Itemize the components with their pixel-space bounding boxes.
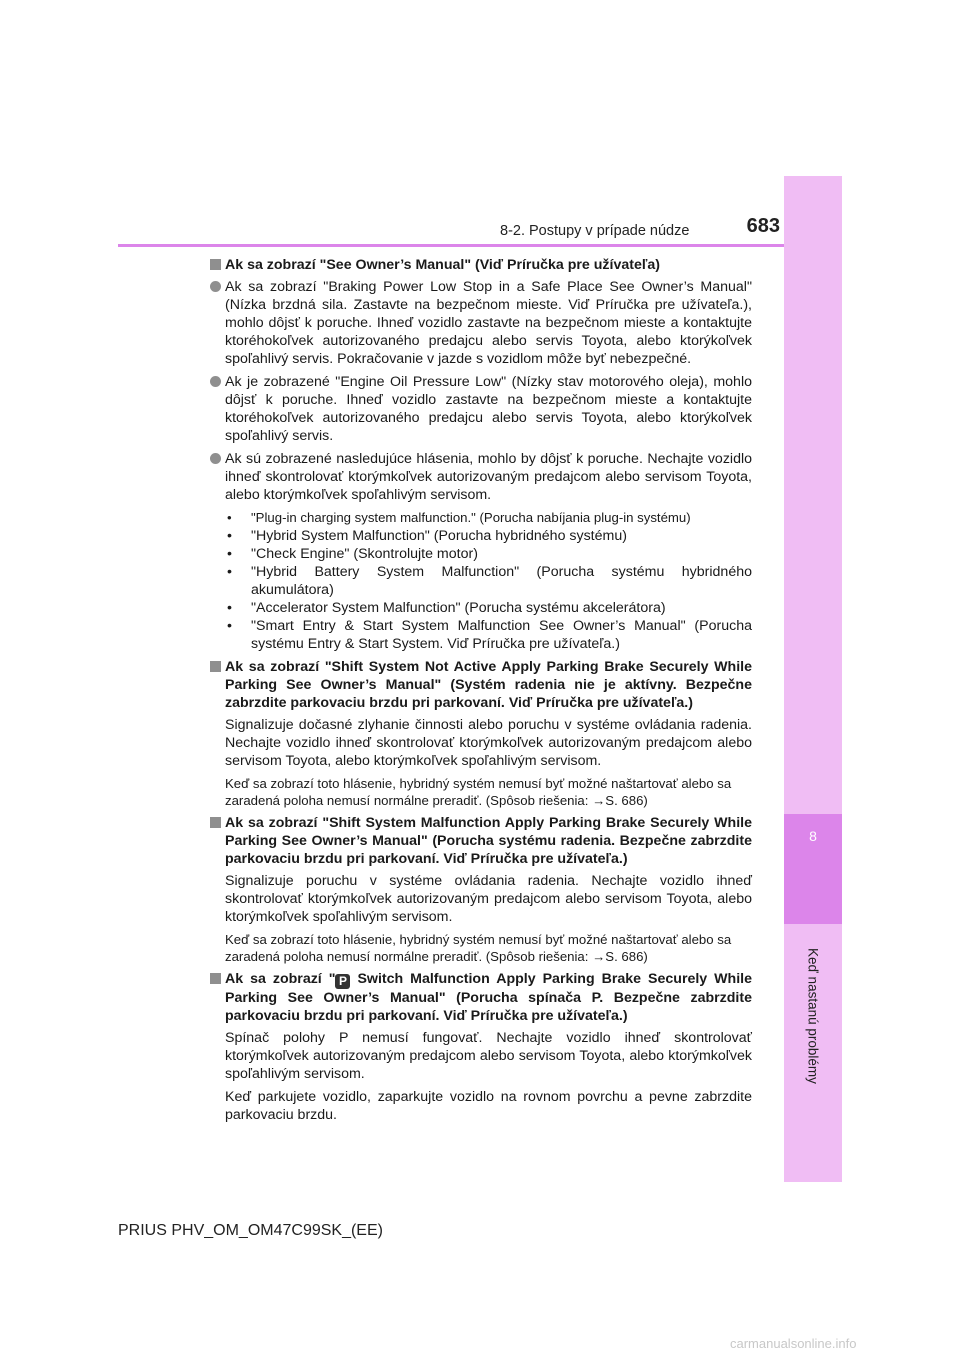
bullet-oil-pressure: Ak je zobrazené "Engine Oil Pressure Low" (Nízky stav motorového oleja), mohlo dôjsť k poruche. Ihneď vozidlo zastavte na bezpečnom mieste a kontaktujte ktoréhokoľvek autorizovaného predajcu alebo servis Toyota, alebo ktorýkoľvek spoľahlivý servis. — [210, 373, 752, 445]
list-item: • "Hybrid System Malfunction" (Porucha hybridného systému) — [227, 528, 627, 544]
p-switch-icon: P — [335, 974, 350, 989]
body-paragraph: Signalizuje poruchu v systéme ovládania radenia. Nechajte vozidlo ihneď skontrolovať ktorýmkoľvek autorizovaným predajcom alebo servisom Toyota, alebo ktorýmkoľvek spoľahlivým servisom. — [225, 873, 752, 925]
list-item: • "Hybrid Battery System Malfunction" (Porucha systému hybridného akumulátora) — [227, 564, 752, 598]
page-number: 683 — [746, 215, 780, 237]
body-paragraph: Spínač polohy P nemusí fungovať. Nechajte vozidlo ihneď skontrolovať ktorýmkoľvek autorizovaným predajcom alebo servisom Toyota, alebo ktorýmkoľvek spoľahlivým servisom. — [225, 1030, 752, 1082]
document-code-footer: PRIUS PHV_OM_OM47C99SK_(EE) — [118, 1222, 383, 1239]
body-paragraph: Signalizuje dočasné zlyhanie činnosti alebo poruchu v systéme ovládania radenia. Nechajte vozidlo ihneď skontrolovať ktorýmkoľvek autorizovaným predajcom alebo servisom Toyota, alebo ktorýmkoľvek spoľahlivým servisom. — [225, 717, 752, 769]
header-rule — [118, 244, 784, 247]
list-item: • "Plug-in charging system malfunction." (Porucha nabíjania plug-in systému) — [227, 510, 691, 525]
circle-bullet-icon — [210, 376, 221, 387]
chapter-number: 8 — [809, 828, 817, 844]
site-watermark: carmanualsonline.info — [730, 1336, 857, 1351]
page-content — [210, 256, 752, 1129]
circle-bullet-icon — [210, 281, 221, 292]
section-heading-owners-manual: Ak sa zobrazí "See Owner’s Manual" (Viď Príručka pre užívateľa) — [210, 256, 752, 274]
section-heading-shift-malfunction: Ak sa zobrazí "Shift System Malfunction Apply Parking Brake Securely While Parking See Owner’s Manual" (Porucha systému radenia. Bezpečne zabrzdite parkovaciu brzdu pri parkovaní. Viď Príručka pre užívateľa.) — [210, 814, 752, 868]
circle-bullet-icon — [210, 453, 221, 464]
square-bullet-icon — [210, 817, 221, 828]
list-item: • "Accelerator System Malfunction" (Porucha systému akcelerátora) — [227, 600, 666, 616]
section-title: 8-2. Postupy v prípade núdze — [500, 223, 690, 239]
section-heading-p-switch: Ak sa zobrazí " P Switch Malfunction Apply Parking Brake Securely While Parking See Owner’s Manual" (Porucha spínača P. Bezpečne zabrzdite parkovaciu brzdu pri parkovaní. Viď Príručka pre užívateľa.) — [210, 970, 752, 1025]
square-bullet-icon — [210, 259, 221, 270]
bullet-braking-power: Ak sa zobrazí "Braking Power Low Stop in a Safe Place See Owner’s Manual" (Nízka brzdná sila. Zastavte na bezpečnom mieste. Viď Príručka pre užívateľa.), mohlo dôjsť k poruche. Ihneď vozidlo zastavte na bezpečnom mieste a kontaktujte ktoréhokoľvek autorizovaného predajcu alebo servis Toyota, alebo ktorýkoľvek spoľahlivý servis. Pokračovanie v jazde s vozidlom môže byť nebezpečné. — [210, 278, 752, 368]
note-paragraph: Keď sa zobrazí toto hlásenie, hybridný systém nemusí byť možné naštartovať alebo sa zaradená poloha nemusí normálne preradiť. (Spôsob riešenia: →S. 686) — [225, 776, 732, 808]
bullet-following-messages: Ak sú zobrazené nasledujúce hlásenia, mohlo by dôjsť k poruche. Nechajte vozidlo ihneď skontrolovať ktorýmkoľvek autorizovaným predajcom alebo servisom Toyota, alebo ktorýmkoľvek spoľahlivým servisom. — [210, 450, 752, 504]
square-bullet-icon — [210, 661, 221, 672]
chapter-title: Keď nastanú problémy — [805, 948, 821, 1084]
note-paragraph: Keď sa zobrazí toto hlásenie, hybridný systém nemusí byť možné naštartovať alebo sa zaradená poloha nemusí normálne preradiť. (Spôsob riešenia: →S. 686) — [225, 932, 732, 964]
list-item: • "Smart Entry & Start System Malfunction See Owner’s Manual" (Porucha systému Entry & Start System. Viď Príručka pre užívateľa.) — [227, 618, 752, 652]
section-heading-shift-not-active: Ak sa zobrazí "Shift System Not Active Apply Parking Brake Securely While Parking See Owner’s Manual" (Systém radenia nie je aktívny. Bezpečne zabrzdite parkovaciu brzdu pri parkovaní. Viď Príručka pre užívateľa.) — [210, 658, 752, 712]
body-paragraph: Keď parkujete vozidlo, zaparkujte vozidlo na rovnom povrchu a pevne zabrzdite parkovaciu brzdu. — [225, 1089, 752, 1123]
list-item: • "Check Engine" (Skontrolujte motor) — [227, 546, 478, 562]
square-bullet-icon — [210, 973, 221, 984]
